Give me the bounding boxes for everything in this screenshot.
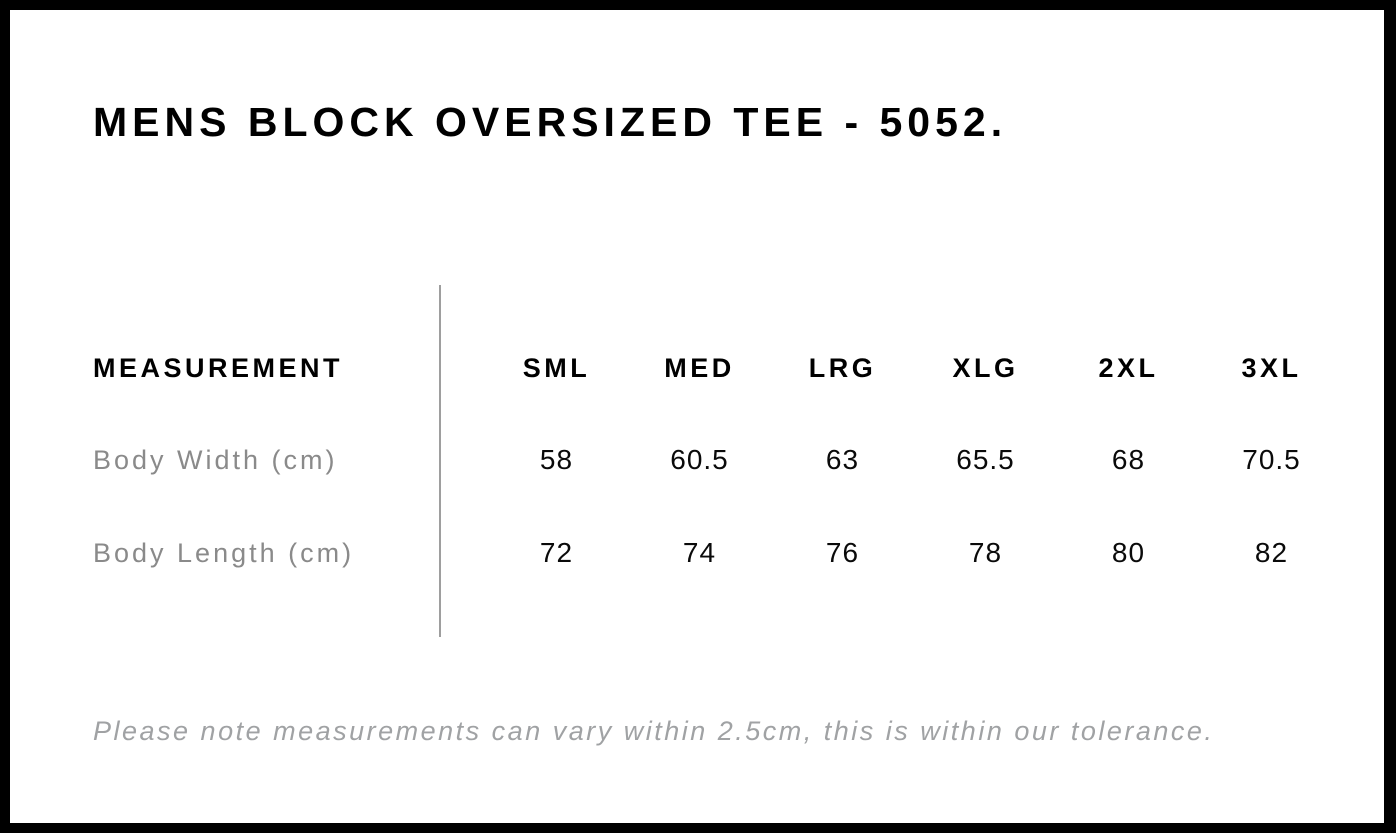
body-width-lrg: 63 <box>825 444 860 475</box>
column-header-lrg: LRG <box>808 353 877 383</box>
column-header-med: MED <box>664 353 735 383</box>
tolerance-note: Please note measurements can vary within 2.5cm, this is within our tolerance. <box>93 716 1215 746</box>
body-length-xlg: 78 <box>968 537 1003 568</box>
column-header-sml: SML <box>522 353 591 383</box>
page-title: MENS BLOCK OVERSIZED TEE - 5052. <box>93 99 1008 145</box>
body-length-2xl: 80 <box>1111 537 1146 568</box>
row-label-body-length: Body Length (cm) <box>93 538 355 568</box>
row-label-body-width: Body Width (cm) <box>93 445 338 475</box>
body-width-xlg: 65.5 <box>956 444 1015 475</box>
body-width-3xl: 70.5 <box>1242 444 1301 475</box>
body-length-med: 74 <box>682 537 717 568</box>
table-row-body-length <box>10 528 1384 578</box>
body-width-2xl: 68 <box>1111 444 1146 475</box>
body-length-lrg: 76 <box>825 537 860 568</box>
table-row-body-width <box>10 435 1384 485</box>
body-length-sml: 72 <box>539 537 574 568</box>
table-header-row <box>10 343 1384 393</box>
body-length-3xl: 82 <box>1254 537 1289 568</box>
column-header-xlg: XLG <box>952 353 1019 383</box>
body-width-med: 60.5 <box>670 444 729 475</box>
column-header-measurement: MEASUREMENT <box>93 353 344 383</box>
column-header-2xl: 2XL <box>1098 353 1159 383</box>
column-header-3xl: 3XL <box>1241 353 1302 383</box>
body-width-sml: 58 <box>539 444 574 475</box>
